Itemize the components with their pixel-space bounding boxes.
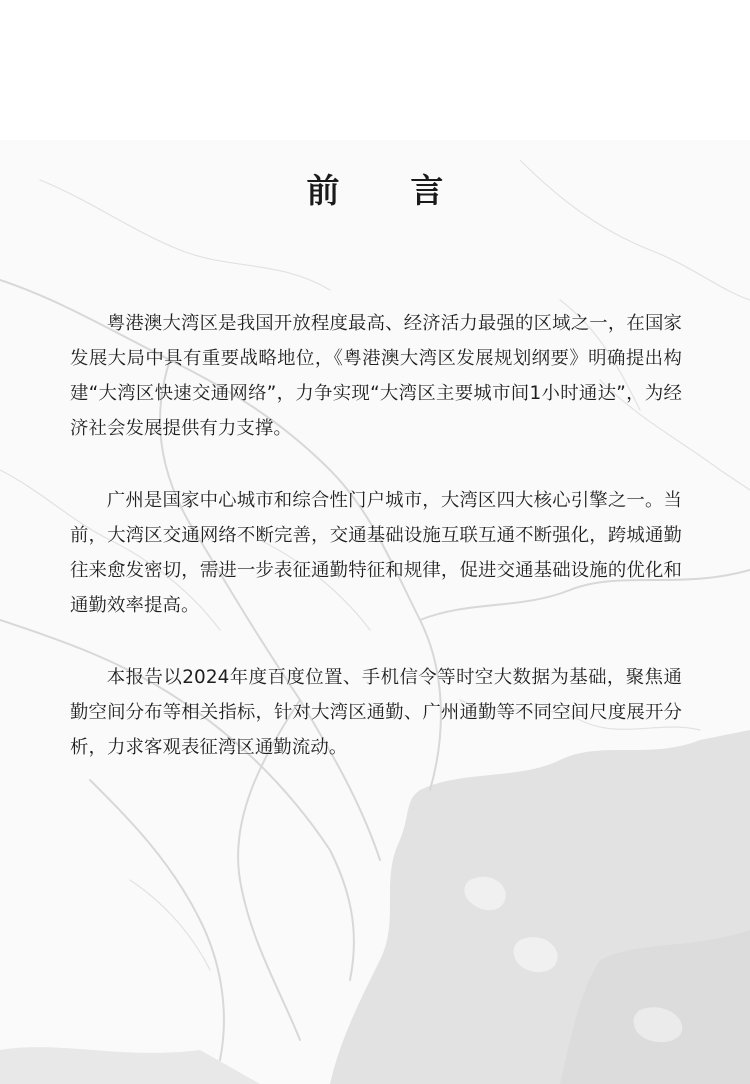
paragraph-1: 粤港澳大湾区是我国开放程度最高、经济活力最强的区域之一，在国家发展大局中具有重要战略地位，《粤港澳大湾区发展规划纲要》明确提出构建“大湾区快速交通网络”，力争实现“大湾区主要城市间1小时通达”，为经济社会发展提供有力支撑。 [70,313,682,439]
paragraph-3: 本报告以2024年度百度位置、手机信令等时空大数据为基础，聚焦通勤空间分布等相关指标，针对大湾区通勤、广州通勤等不同空间尺度展开分析，力求客观表征湾区通勤流动。 [70,667,682,758]
page-title: 前 言 [306,171,474,210]
preface-body [70,306,682,802]
paragraph-2: 广州是国家中心城市和综合性门户城市，大湾区四大核心引擎之一。当前，大湾区交通网络不断完善，交通基础设施互联互通不断强化，跨城通勤往来愈发密切，需进一步表征通勤特征和规律，促进交通基础设施的优化和通勤效率提高。 [70,490,682,616]
